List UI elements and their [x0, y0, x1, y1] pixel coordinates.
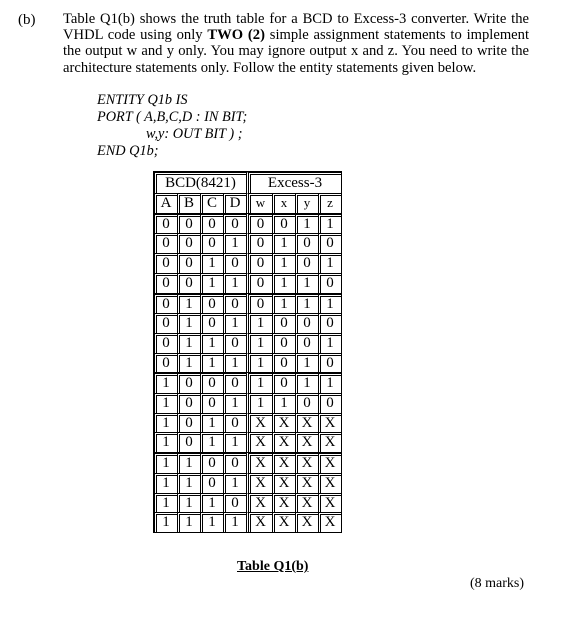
table-cell-A: 0	[154, 273, 177, 293]
table-row	[154, 333, 341, 353]
table-cell-w: 1	[246, 393, 272, 413]
table-cell-x: 0	[272, 213, 295, 234]
table-cell-D: 0	[223, 493, 246, 513]
table-cell-x: 0	[272, 333, 295, 353]
table-cell-B: 0	[177, 372, 200, 393]
table-cell-B: 1	[177, 493, 200, 513]
table-cell-D: 1	[223, 393, 246, 413]
table-row	[154, 413, 341, 433]
column-header-D: D	[223, 193, 246, 213]
table-row	[154, 273, 341, 293]
table-cell-C: 1	[200, 432, 223, 452]
column-header-B: B	[177, 193, 200, 213]
table-row	[154, 512, 341, 532]
table-cell-D: 1	[223, 233, 246, 253]
table-cell-x: 0	[272, 313, 295, 333]
table-cell-A: 0	[154, 313, 177, 333]
table-cell-B: 1	[177, 452, 200, 473]
table-cell-D: 0	[223, 452, 246, 473]
table-cell-D: 1	[223, 313, 246, 333]
table-cell-y: X	[295, 432, 318, 452]
table-cell-w: X	[246, 452, 272, 473]
table-cell-B: 0	[177, 253, 200, 273]
table-cell-C: 1	[200, 273, 223, 293]
table-cell-y: 1	[295, 353, 318, 373]
table-cell-D: 0	[223, 333, 246, 353]
table-cell-D: 0	[223, 213, 246, 234]
table-cell-y: X	[295, 512, 318, 532]
table-cell-D: 1	[223, 473, 246, 493]
table-cell-A: 0	[154, 233, 177, 253]
question-text-part2: simple assignment statements to implement the output w and y only. You may ignore output x and z. You need to write the architecture statements only. Follow the entity statements given below.	[63, 27, 529, 76]
table-cell-w: X	[246, 432, 272, 452]
table-cell-D: 0	[223, 372, 246, 393]
table-cell-D: 1	[223, 432, 246, 452]
table-cell-C: 0	[200, 233, 223, 253]
table-cell-D: 0	[223, 253, 246, 273]
column-header-w: w	[246, 193, 272, 213]
table-cell-w: 0	[246, 253, 272, 273]
table-cell-z: 1	[318, 372, 341, 393]
table-cell-y: 0	[295, 313, 318, 333]
table-cell-B: 0	[177, 233, 200, 253]
table-cell-y: 0	[295, 333, 318, 353]
column-header-x: x	[272, 193, 295, 213]
table-cell-A: 0	[154, 293, 177, 314]
table-cell-C: 0	[200, 372, 223, 393]
table-cell-z: 0	[318, 353, 341, 373]
table-cell-B: 0	[177, 432, 200, 452]
table-cell-A: 0	[154, 353, 177, 373]
marks-label: (8 marks)	[470, 576, 525, 591]
table-cell-C: 1	[200, 353, 223, 373]
table-cell-z: 1	[318, 253, 341, 273]
table-row	[154, 432, 341, 452]
code-line-3: w,y: OUT BIT ) ;	[146, 126, 243, 142]
table-cell-B: 0	[177, 273, 200, 293]
table-cell-A: 1	[154, 452, 177, 473]
table-cell-x: X	[272, 512, 295, 532]
table-cell-x: 1	[272, 253, 295, 273]
truth-table	[153, 171, 342, 533]
table-cell-w: X	[246, 512, 272, 532]
table-cell-w: 0	[246, 293, 272, 314]
table-row	[154, 493, 341, 513]
table-cell-D: 1	[223, 273, 246, 293]
table-cell-C: 0	[200, 473, 223, 493]
table-cell-B: 1	[177, 293, 200, 314]
table-cell-w: 0	[246, 233, 272, 253]
table-cell-z: X	[318, 493, 341, 513]
table-cell-x: X	[272, 473, 295, 493]
table-row	[154, 253, 341, 273]
table-cell-B: 1	[177, 313, 200, 333]
table-cell-z: 0	[318, 313, 341, 333]
question-text-part1: Table Q1(b) shows the truth table for a BCD to Excess-3 converter. Write the VHDL code using only	[63, 11, 529, 44]
table-cell-A: 1	[154, 432, 177, 452]
table-cell-w: 1	[246, 353, 272, 373]
table-cell-z: 1	[318, 333, 341, 353]
table-cell-y: 1	[295, 372, 318, 393]
table-cell-B: 1	[177, 333, 200, 353]
table-cell-w: X	[246, 413, 272, 433]
code-line-2: PORT ( A,B,C,D : IN BIT;	[97, 109, 248, 125]
table-row	[154, 353, 341, 373]
table-cell-z: X	[318, 452, 341, 473]
group-header-excess3: Excess-3	[246, 172, 341, 193]
table-cell-C: 0	[200, 393, 223, 413]
table-cell-w: 1	[246, 372, 272, 393]
table-cell-A: 1	[154, 393, 177, 413]
code-line-1: ENTITY Q1b IS	[97, 92, 188, 108]
table-cell-z: X	[318, 473, 341, 493]
table-cell-y: 0	[295, 233, 318, 253]
table-cell-w: 1	[246, 313, 272, 333]
table-cell-z: X	[318, 432, 341, 452]
table-cell-A: 1	[154, 473, 177, 493]
table-row	[154, 473, 341, 493]
table-cell-y: 0	[295, 393, 318, 413]
table-cell-D: 0	[223, 413, 246, 433]
table-cell-y: 1	[295, 293, 318, 314]
table-cell-w: X	[246, 473, 272, 493]
table-row	[154, 372, 341, 393]
table-cell-A: 0	[154, 253, 177, 273]
table-cell-D: 0	[223, 293, 246, 314]
table-cell-A: 1	[154, 512, 177, 532]
table-column-header-row	[154, 193, 341, 213]
table-cell-C: 1	[200, 413, 223, 433]
table-row	[154, 213, 341, 234]
table-cell-D: 1	[223, 353, 246, 373]
table-cell-y: X	[295, 493, 318, 513]
table-cell-C: 1	[200, 333, 223, 353]
group-header-bcd: BCD(8421)	[154, 172, 246, 193]
table-cell-B: 1	[177, 353, 200, 373]
table-cell-B: 0	[177, 393, 200, 413]
table-row	[154, 313, 341, 333]
table-cell-C: 0	[200, 293, 223, 314]
table-cell-z: 1	[318, 213, 341, 234]
table-cell-A: 0	[154, 213, 177, 234]
table-row	[154, 293, 341, 314]
table-group-header-row	[154, 172, 341, 193]
question-bold-text: TWO (2)	[207, 27, 265, 44]
table-cell-C: 0	[200, 313, 223, 333]
table-cell-A: 1	[154, 493, 177, 513]
table-row	[154, 452, 341, 473]
table-cell-z: 0	[318, 273, 341, 293]
table-cell-A: 1	[154, 413, 177, 433]
table-cell-C: 1	[200, 253, 223, 273]
table-cell-B: 0	[177, 413, 200, 433]
table-cell-z: X	[318, 512, 341, 532]
table-cell-y: 1	[295, 213, 318, 234]
column-header-C: C	[200, 193, 223, 213]
table-cell-C: 1	[200, 512, 223, 532]
table-cell-w: 1	[246, 333, 272, 353]
table-cell-B: 0	[177, 213, 200, 234]
table-cell-x: X	[272, 413, 295, 433]
table-cell-C: 1	[200, 493, 223, 513]
table-cell-z: X	[318, 413, 341, 433]
table-cell-x: X	[272, 452, 295, 473]
table-cell-y: X	[295, 413, 318, 433]
table-cell-z: 1	[318, 293, 341, 314]
code-line-4: END Q1b;	[97, 143, 159, 159]
table-cell-z: 0	[318, 393, 341, 413]
table-cell-w: X	[246, 493, 272, 513]
table-cell-A: 0	[154, 333, 177, 353]
table-cell-x: 1	[272, 233, 295, 253]
table-cell-w: 0	[246, 273, 272, 293]
table-cell-C: 0	[200, 213, 223, 234]
table-cell-C: 0	[200, 452, 223, 473]
truth-table-container	[153, 171, 342, 533]
table-cell-y: 1	[295, 273, 318, 293]
table-cell-x: 1	[272, 393, 295, 413]
column-header-A: A	[154, 193, 177, 213]
column-header-y: y	[295, 193, 318, 213]
table-cell-x: 0	[272, 353, 295, 373]
table-cell-y: X	[295, 473, 318, 493]
table-cell-y: X	[295, 452, 318, 473]
table-row	[154, 393, 341, 413]
table-cell-z: 0	[318, 233, 341, 253]
table-cell-x: X	[272, 493, 295, 513]
table-cell-A: 1	[154, 372, 177, 393]
question-text	[63, 11, 529, 76]
table-cell-B: 1	[177, 512, 200, 532]
table-cell-D: 1	[223, 512, 246, 532]
table-caption: Table Q1(b)	[237, 559, 309, 574]
question-label: (b)	[18, 12, 36, 28]
table-cell-x: 1	[272, 293, 295, 314]
table-cell-x: X	[272, 432, 295, 452]
table-cell-y: 0	[295, 253, 318, 273]
table-cell-x: 1	[272, 273, 295, 293]
table-cell-x: 0	[272, 372, 295, 393]
table-row	[154, 233, 341, 253]
table-cell-B: 1	[177, 473, 200, 493]
table-cell-w: 0	[246, 213, 272, 234]
column-header-z: z	[318, 193, 341, 213]
